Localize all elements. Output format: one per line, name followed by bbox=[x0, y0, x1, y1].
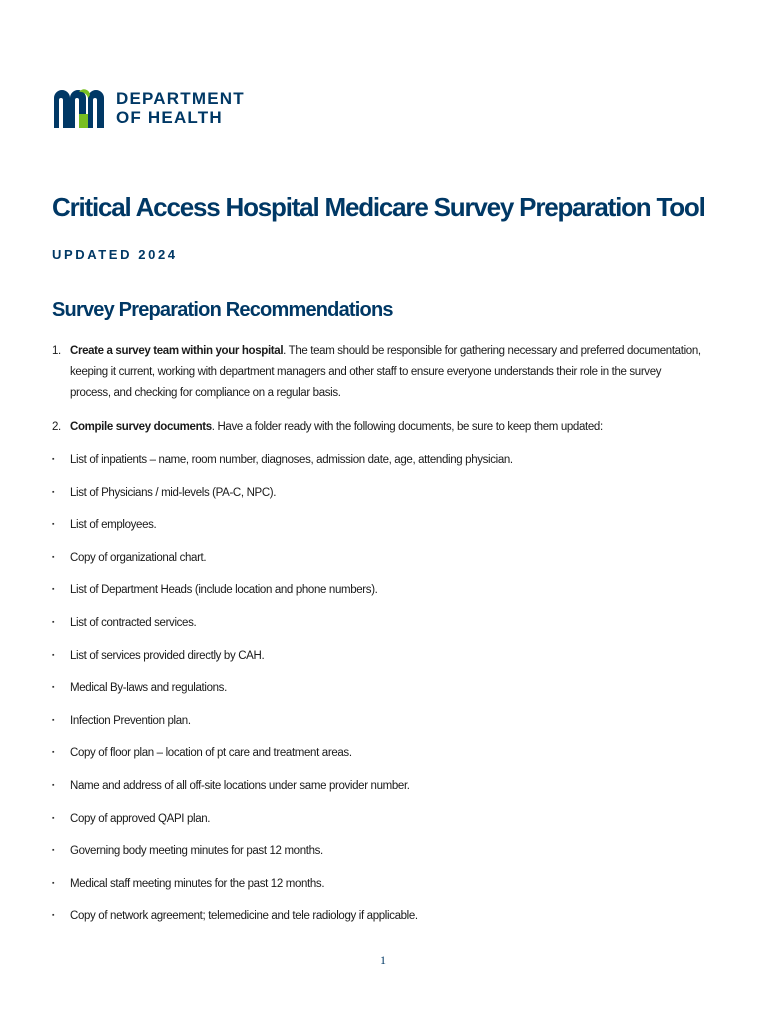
bullet-icon: ▪ bbox=[52, 781, 55, 789]
mn-department-of-health-logo bbox=[52, 88, 245, 128]
list-item-text: Copy of floor plan – location of pt care and treatment areas. bbox=[70, 747, 352, 760]
item-bold-lead: Compile survey documents bbox=[70, 421, 212, 433]
logo-wordmark bbox=[116, 89, 245, 127]
list-item-text: Name and address of all off-site locations under same provider number. bbox=[70, 779, 410, 792]
list-item bbox=[52, 580, 513, 613]
list-item-text: Medical staff meeting minutes for the past 12 months. bbox=[70, 877, 325, 890]
list-item bbox=[52, 483, 513, 516]
item-bold-lead: Create a survey team within your hospital bbox=[70, 345, 284, 357]
bullet-icon: ▪ bbox=[52, 618, 55, 626]
bullet-icon: ▪ bbox=[52, 716, 55, 724]
numbered-item-1 bbox=[52, 341, 702, 404]
list-item bbox=[52, 678, 513, 711]
list-item bbox=[52, 613, 513, 646]
list-item-text: List of inpatients – name, room number, diagnoses, admission date, age, attending physician. bbox=[70, 454, 513, 466]
mn-logo-mark-icon bbox=[52, 88, 110, 128]
list-item bbox=[52, 450, 513, 483]
list-item-text: Copy of organizational chart. bbox=[70, 551, 207, 564]
list-item bbox=[52, 548, 513, 581]
numbered-item-2 bbox=[52, 417, 702, 438]
list-item-text: Copy of approved QAPI plan. bbox=[70, 812, 211, 825]
bullet-icon: ▪ bbox=[52, 651, 55, 659]
list-item-text: List of contracted services. bbox=[70, 616, 197, 629]
list-item bbox=[52, 776, 513, 809]
item-number: 1. bbox=[52, 345, 61, 357]
list-item-text: List of Department Heads (include location and phone numbers). bbox=[70, 584, 378, 597]
item-body bbox=[70, 417, 702, 438]
list-item bbox=[52, 646, 513, 679]
bullet-icon: ▪ bbox=[52, 684, 55, 692]
list-item-text: Medical By-laws and regulations. bbox=[70, 682, 227, 695]
list-item bbox=[52, 841, 513, 874]
section-heading: Survey Preparation Recommendations bbox=[52, 299, 393, 321]
logo-line-2: OF HEALTH bbox=[116, 108, 223, 127]
bullet-icon: ▪ bbox=[52, 586, 55, 594]
list-item bbox=[52, 711, 513, 744]
bullet-icon: ▪ bbox=[52, 488, 55, 496]
list-item bbox=[52, 906, 513, 939]
bullet-icon: ▪ bbox=[52, 814, 55, 822]
list-item bbox=[52, 874, 513, 907]
logo-line-1: DEPARTMENT bbox=[116, 89, 245, 108]
list-item-text: List of services provided directly by CAH. bbox=[70, 649, 265, 662]
list-item bbox=[52, 515, 513, 548]
document-checklist bbox=[52, 450, 513, 939]
list-item bbox=[52, 809, 513, 842]
list-item-text: Infection Prevention plan. bbox=[70, 714, 191, 727]
bullet-icon: ▪ bbox=[52, 847, 55, 855]
bullet-icon: ▪ bbox=[52, 879, 55, 887]
list-item-text: List of Physicians / mid-levels (PA-C, NPC). bbox=[70, 486, 277, 499]
list-item-text: Governing body meeting minutes for past 12 months. bbox=[70, 845, 323, 858]
list-item-text: Copy of network agreement; telemedicine and tele radiology if applicable. bbox=[70, 910, 418, 923]
list-item bbox=[52, 743, 513, 776]
bullet-icon: ▪ bbox=[52, 553, 55, 561]
list-item-text: List of employees. bbox=[70, 519, 157, 532]
document-title: Critical Access Hospital Medicare Survey Preparation Tool bbox=[52, 192, 705, 222]
item-text: . The team should be responsible for gathering necessary and preferred documentation, keeping it current, working with department managers and other staff to ensure everyone understands their role in the survey process, and checking for compliance on a regular basis. bbox=[70, 345, 701, 399]
bullet-icon: ▪ bbox=[52, 521, 55, 529]
item-number: 2. bbox=[52, 421, 61, 433]
updated-label: UPDATED 2024 bbox=[52, 247, 178, 262]
item-body bbox=[70, 341, 702, 404]
bullet-icon: ▪ bbox=[52, 912, 55, 920]
bullet-icon: ▪ bbox=[52, 749, 55, 757]
bullet-icon: ▪ bbox=[52, 456, 55, 463]
item-text: . Have a folder ready with the following documents, be sure to keep them updated: bbox=[211, 421, 603, 433]
page-number: 1 bbox=[380, 953, 386, 967]
